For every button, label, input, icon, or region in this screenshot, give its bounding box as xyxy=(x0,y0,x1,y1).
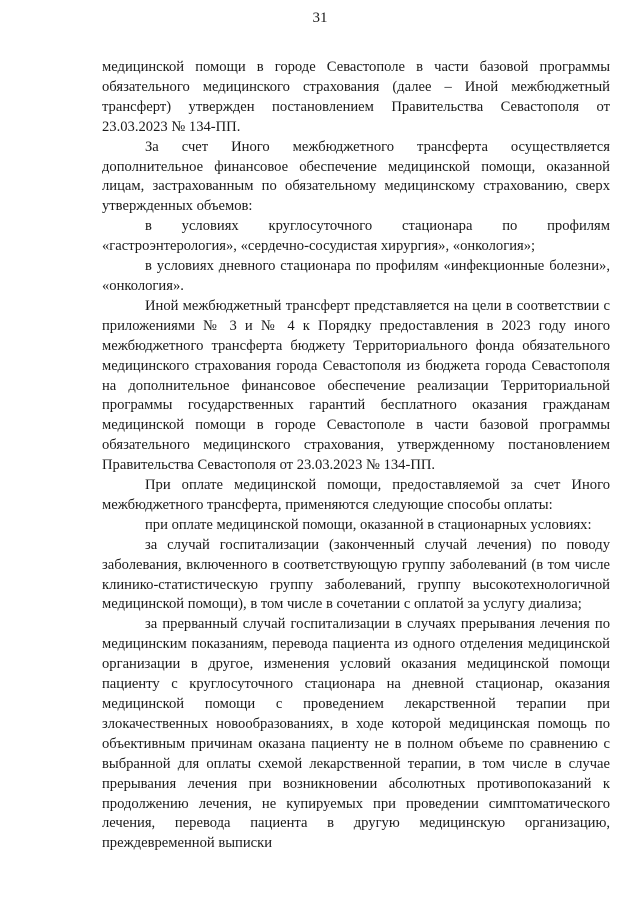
paragraph-8: за случай госпитализации (законченный случай лечения) по поводу заболевания, включенного в соответствующую группу заболеваний (в том числе клинико-статистическую группу заболеваний, группу высокотехнологичной медицинской помощи), в том числе в сочетании с оплатой за услугу диализа; xyxy=(102,536,610,613)
paragraph-6: При оплате медицинской помощи, предоставляемой за счет Иного межбюджетного трансферта, применяются следующие способы оплаты: xyxy=(102,477,610,513)
paragraph-4: в условиях дневного стационара по профилям «инфекционные болезни», «онкология». xyxy=(102,258,610,294)
document-body xyxy=(102,58,610,854)
paragraph-2: За счет Иного межбюджетного трансферта осуществляется дополнительное финансовое обеспечение медицинской помощи, оказанной лицам, застрахованным по обязательному медицинскому страхованию, сверх утвержденных объемов: xyxy=(102,138,610,215)
paragraph-9: за прерванный случай госпитализации в случаях прерывания лечения по медицинским показаниям, перевода пациента из одного отделения медицинской организации в другое, изменения условий оказания медицинской помощи пациенту с круглосуточного стационара на дневной стационар, оказания медицинской помощи с проведением лекарственной терапии при злокачественных новообразованиях, в ходе которой медицинская помощь по объективным причинам оказана пациенту не в полном объеме по сравнению с выбранной для оплаты схемой лекарственной терапии, в том числе в случае прерывания лечения при возникновении абсолютных противопоказаний к продолжению лечения, не купируемых при проведении симптоматического лечения, перевода пациента в другую медицинскую организацию, преждевременной выписки xyxy=(102,616,610,852)
paragraph-1: медицинской помощи в городе Севастополе в части базовой программы обязательного медицинского страхования (далее – Иной межбюджетный трансферт) утвержден постановлением Правительства Севастополя от 23.03.2023 № 134-ПП. xyxy=(102,59,610,135)
page-number: 31 xyxy=(312,10,328,26)
paragraph-7: при оплате медицинской помощи, оказанной в стационарных условиях: xyxy=(145,516,592,533)
paragraph-5: Иной межбюджетный трансферт представляется на цели в соответствии с приложениями № 3 и № 4 к Порядку предоставления в 2023 году иного межбюджетного трансферта бюджету Территориального фонда обязательного медицинского страхования города Севастополя из бюджета города Севастополя на дополнительное финансовое обеспечение реализации Территориальной программы государственных гарантий бесплатного оказания гражданам медицинской помощи в городе Севастополе в части базовой программы обязательного медицинского страхования, утвержденному постановлением Правительства Севастополя от 23.03.2023 № 134-ПП. xyxy=(102,297,610,474)
paragraph-3: в условиях круглосуточного стационара по профилям «гастроэнтерология», «сердечно-сосудистая хирургия», «онкология»; xyxy=(102,218,610,255)
